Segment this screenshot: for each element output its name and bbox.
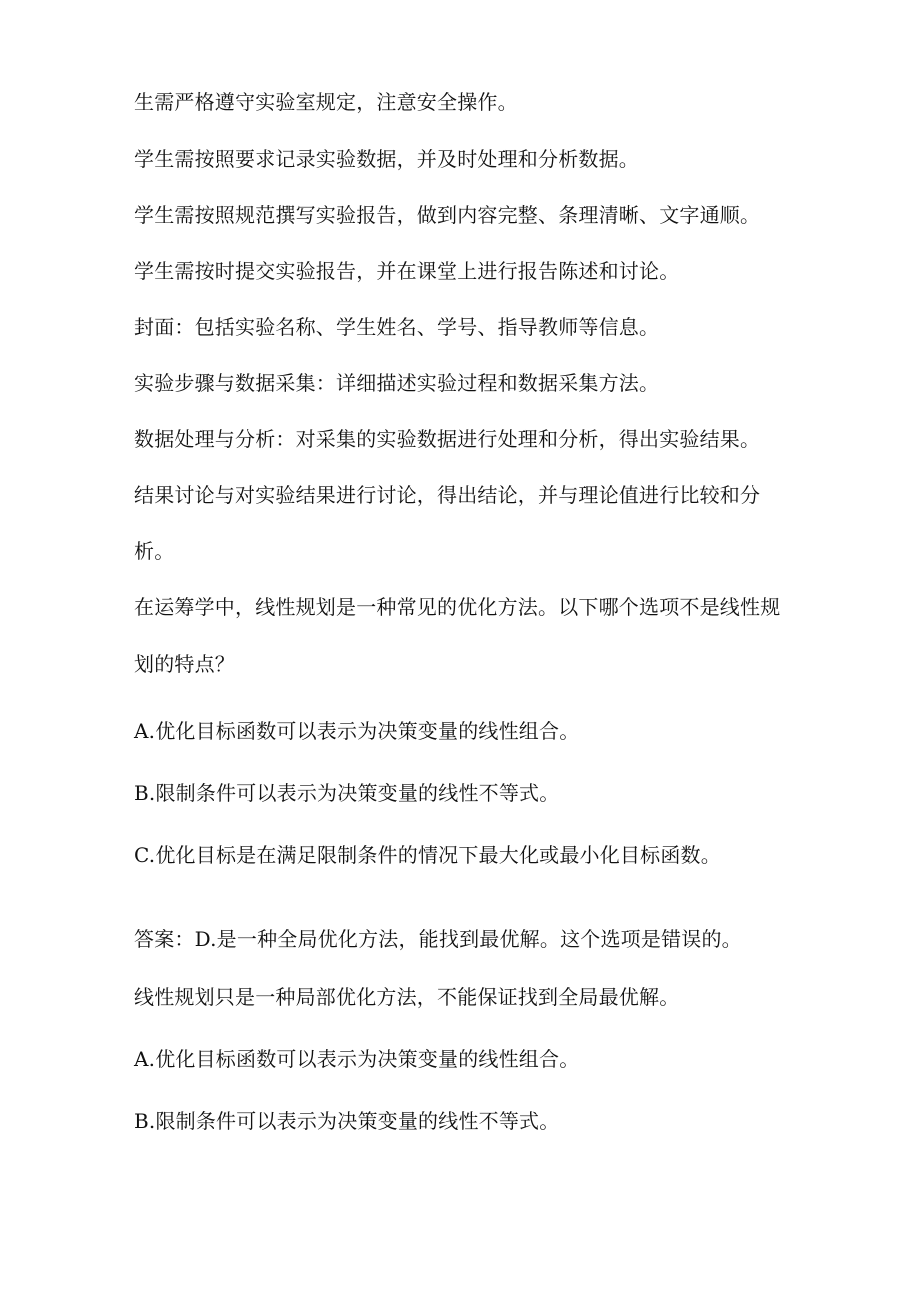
text-line-experiment-steps: 实验步骤与数据采集：详细描述实验过程和数据采集方法。 [134,371,660,395]
option-b: B.限制条件可以表示为决策变量的线性不等式。 [134,781,560,805]
text-line-data-analysis: 数据处理与分析：对采集的实验数据进行处理和分析，得出实验结果。 [134,427,761,451]
text-line-cover: 封面：包括实验名称、学生姓名、学号、指导教师等信息。 [134,315,660,339]
text-line-record-data: 学生需按照要求记录实验数据，并及时处理和分析数据。 [134,147,639,171]
question-text: 在运筹学中，线性规划是一种常见的优化方法。以下哪个选项不是线性规 [134,595,781,619]
text-line-result-discussion-cont: 析。 [134,539,175,563]
text-line-submit-report: 学生需按时提交实验报告，并在课堂上进行报告陈述和讨论。 [134,259,680,283]
text-line-result-discussion: 结果讨论与对实验结果进行讨论，得出结论，并与理论值进行比较和分 [134,483,761,507]
question-text-cont: 划的特点？ [134,652,235,676]
option-b-repeat: B.限制条件可以表示为决策变量的线性不等式。 [134,1109,560,1133]
option-a: A.优化目标函数可以表示为决策变量的线性组合。 [134,719,580,743]
answer-text: 答案：D.是一种全局优化方法，能找到最优解。这个选项是错误的。 [134,927,742,951]
option-c: C.优化目标是在满足限制条件的情况下最大化或最小化目标函数。 [134,843,721,867]
text-line-write-report: 学生需按照规范撰写实验报告，做到内容完整、条理清晰、文字通顺。 [134,203,761,227]
option-a-repeat: A.优化目标函数可以表示为决策变量的线性组合。 [134,1047,580,1071]
text-line-lab-rules: 生需严格遵守实验室规定，注意安全操作。 [134,90,518,114]
answer-explanation: 线性规划只是一种局部优化方法，不能保证找到全局最优解。 [134,985,680,1009]
